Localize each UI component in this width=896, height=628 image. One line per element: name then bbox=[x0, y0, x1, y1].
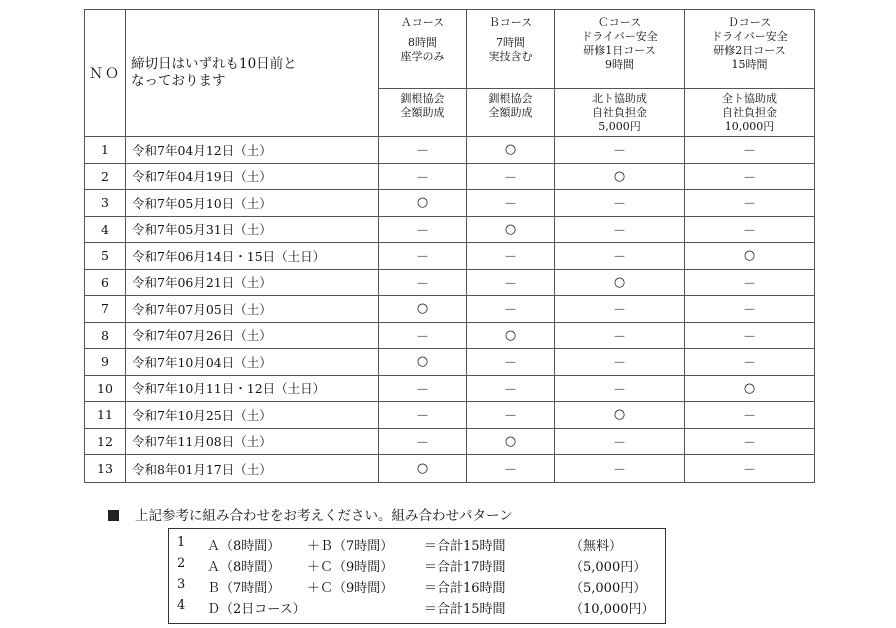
course-c-mark: － bbox=[555, 137, 685, 164]
course-a-mark: － bbox=[379, 137, 467, 164]
course-b-funding bbox=[467, 89, 555, 137]
course-b-header bbox=[467, 10, 555, 89]
course-d-mark: ○ bbox=[685, 243, 815, 270]
course-b-mark: ○ bbox=[467, 137, 555, 164]
course-c-funder: 北ト協助成 bbox=[592, 92, 647, 105]
course-a-name: Ａコース bbox=[400, 16, 445, 29]
pattern-first-course: Ｄ（2日コース） bbox=[207, 602, 306, 617]
course-b-mark: － bbox=[467, 243, 555, 270]
course-c-fee: 5,000円 bbox=[598, 120, 641, 133]
course-c-mark: － bbox=[555, 455, 685, 483]
pattern-number: 4 bbox=[177, 598, 186, 613]
row-number: 11 bbox=[85, 402, 126, 429]
course-d-mark: ○ bbox=[685, 375, 815, 402]
row-number: 3 bbox=[85, 190, 126, 217]
pattern-first-course: Ａ（8時間） bbox=[207, 539, 281, 554]
session-date: 令和8年01月17日（土） bbox=[126, 455, 379, 483]
course-d-mark: － bbox=[685, 163, 815, 190]
row-number: 4 bbox=[85, 216, 126, 243]
course-a-mark: － bbox=[379, 402, 467, 429]
combination-note-text: 上記参考に組み合わせをお考えください。組み合わせパターン bbox=[135, 508, 513, 524]
course-c-header bbox=[555, 10, 685, 89]
row-number: 9 bbox=[85, 349, 126, 376]
course-c-mark: － bbox=[555, 349, 685, 376]
pattern-number: 1 bbox=[177, 535, 186, 550]
course-a-mark: － bbox=[379, 216, 467, 243]
course-d-name: Ｄコース bbox=[727, 16, 772, 29]
pattern-second-course: ＋Ｃ（9時間） bbox=[307, 560, 394, 575]
session-date: 令和7年04月19日（土） bbox=[126, 163, 379, 190]
table-row bbox=[85, 455, 815, 483]
course-b-funder: 釧根協会 bbox=[488, 92, 533, 105]
course-d-mark: － bbox=[685, 296, 815, 323]
pattern-row bbox=[177, 535, 665, 556]
course-a-mark: ○ bbox=[379, 455, 467, 483]
course-c-mark: － bbox=[555, 216, 685, 243]
table-row bbox=[85, 269, 815, 296]
pattern-cost: （無料） bbox=[570, 539, 623, 554]
session-date: 令和7年07月05日（土） bbox=[126, 296, 379, 323]
course-a-funder: 釧根協会 bbox=[400, 92, 445, 105]
pattern-cost: （5,000円） bbox=[570, 581, 647, 596]
course-a-mark: － bbox=[379, 322, 467, 349]
pattern-cost: （5,000円） bbox=[570, 560, 647, 575]
course-d-title: ドライバー安全 bbox=[711, 30, 788, 43]
course-d-coverage: 自社負担金 bbox=[722, 106, 777, 119]
row-number: 1 bbox=[85, 137, 126, 164]
pattern-number: 2 bbox=[177, 556, 186, 571]
course-a-mark: ○ bbox=[379, 296, 467, 323]
square-bullet-icon bbox=[108, 510, 119, 521]
course-d-header bbox=[685, 10, 815, 89]
session-date: 令和7年11月08日（土） bbox=[126, 428, 379, 455]
pattern-total-hours: ＝合計16時間 bbox=[424, 581, 506, 596]
course-b-mark: ○ bbox=[467, 428, 555, 455]
row-number: 10 bbox=[85, 375, 126, 402]
course-d-mark: － bbox=[685, 428, 815, 455]
course-b-mark: － bbox=[467, 402, 555, 429]
course-b-mark: － bbox=[467, 269, 555, 296]
course-c-name: Ｃコース bbox=[597, 16, 642, 29]
course-c-mark: ○ bbox=[555, 402, 685, 429]
session-date: 令和7年10月25日（土） bbox=[126, 402, 379, 429]
session-date: 令和7年06月21日（土） bbox=[126, 269, 379, 296]
course-a-hours: 8時間 bbox=[408, 36, 437, 49]
course-b-name: Ｂコース bbox=[488, 16, 533, 29]
course-a-type: 座学のみ bbox=[400, 50, 445, 63]
course-b-mark: － bbox=[467, 163, 555, 190]
table-row bbox=[85, 349, 815, 376]
course-c-mark: － bbox=[555, 428, 685, 455]
course-b-mark: ○ bbox=[467, 216, 555, 243]
table-row bbox=[85, 322, 815, 349]
course-a-mark: － bbox=[379, 428, 467, 455]
course-b-mark: － bbox=[467, 296, 555, 323]
session-date: 令和7年04月12日（土） bbox=[126, 137, 379, 164]
session-date: 令和7年05月10日（土） bbox=[126, 190, 379, 217]
course-b-hours: 7時間 bbox=[496, 36, 525, 49]
course-b-mark: － bbox=[467, 190, 555, 217]
course-c-title: ドライバー安全 bbox=[581, 30, 658, 43]
table-row bbox=[85, 375, 815, 402]
course-b-mark: － bbox=[467, 349, 555, 376]
combination-note bbox=[108, 504, 513, 524]
pattern-number: 3 bbox=[177, 577, 186, 592]
course-a-mark: ○ bbox=[379, 190, 467, 217]
course-d-subtitle: 研修2日コース bbox=[713, 44, 786, 57]
row-number: 7 bbox=[85, 296, 126, 323]
course-c-mark: － bbox=[555, 296, 685, 323]
course-a-mark: － bbox=[379, 269, 467, 296]
pattern-row bbox=[177, 556, 665, 577]
course-d-fee: 10,000円 bbox=[724, 120, 775, 133]
course-a-mark: － bbox=[379, 375, 467, 402]
course-a-mark: － bbox=[379, 163, 467, 190]
table-row bbox=[85, 243, 815, 270]
course-d-mark: － bbox=[685, 349, 815, 376]
row-number: 13 bbox=[85, 455, 126, 483]
row-number: 8 bbox=[85, 322, 126, 349]
course-d-mark: － bbox=[685, 216, 815, 243]
course-a-header bbox=[379, 10, 467, 89]
table-row bbox=[85, 137, 815, 164]
course-c-mark: ○ bbox=[555, 163, 685, 190]
course-d-mark: － bbox=[685, 269, 815, 296]
course-c-mark: ○ bbox=[555, 269, 685, 296]
pattern-second-course: ＋Ｂ（7時間） bbox=[307, 539, 394, 554]
deadline-note-line2: なっております bbox=[131, 73, 226, 89]
course-c-hours: 9時間 bbox=[605, 58, 634, 71]
pattern-total-hours: ＝合計15時間 bbox=[424, 539, 506, 554]
course-b-mark: － bbox=[467, 375, 555, 402]
session-date: 令和7年07月26日（土） bbox=[126, 322, 379, 349]
course-c-mark: － bbox=[555, 243, 685, 270]
row-number: 6 bbox=[85, 269, 126, 296]
course-d-mark: － bbox=[685, 190, 815, 217]
course-c-funding bbox=[555, 89, 685, 137]
row-number: 2 bbox=[85, 163, 126, 190]
course-a-mark: ○ bbox=[379, 349, 467, 376]
course-b-mark: ○ bbox=[467, 322, 555, 349]
combination-patterns-box bbox=[168, 528, 666, 624]
course-c-subtitle: 研修1日コース bbox=[583, 44, 656, 57]
course-d-mark: － bbox=[685, 137, 815, 164]
table-row bbox=[85, 216, 815, 243]
course-c-mark: － bbox=[555, 190, 685, 217]
course-schedule-table bbox=[84, 9, 815, 483]
table-row bbox=[85, 296, 815, 323]
course-c-mark: － bbox=[555, 375, 685, 402]
pattern-total-hours: ＝合計17時間 bbox=[424, 560, 506, 575]
pattern-second-course: ＋Ｃ（9時間） bbox=[307, 581, 394, 596]
table-row bbox=[85, 428, 815, 455]
no-column-header: ＮＯ bbox=[85, 10, 126, 137]
pattern-cost: （10,000円） bbox=[570, 602, 655, 617]
course-d-mark: － bbox=[685, 402, 815, 429]
table-row bbox=[85, 190, 815, 217]
pattern-total-hours: ＝合計15時間 bbox=[424, 602, 506, 617]
session-date: 令和7年06月14日・15日（土日） bbox=[126, 243, 379, 270]
session-date: 令和7年10月11日・12日（土日） bbox=[126, 375, 379, 402]
pattern-first-course: Ａ（8時間） bbox=[207, 560, 281, 575]
course-d-funder: 全ト協助成 bbox=[722, 92, 777, 105]
schedule-rows bbox=[85, 137, 815, 483]
pattern-row bbox=[177, 598, 665, 619]
table-row bbox=[85, 402, 815, 429]
course-d-hours: 15時間 bbox=[731, 58, 768, 71]
pattern-row bbox=[177, 577, 665, 598]
course-a-mark: － bbox=[379, 243, 467, 270]
course-b-type: 実技含む bbox=[488, 50, 533, 63]
course-c-coverage: 自社負担金 bbox=[592, 106, 647, 119]
course-b-mark: － bbox=[467, 455, 555, 483]
course-c-mark: － bbox=[555, 322, 685, 349]
session-date: 令和7年05月31日（土） bbox=[126, 216, 379, 243]
course-d-mark: － bbox=[685, 455, 815, 483]
course-d-mark: － bbox=[685, 322, 815, 349]
session-date: 令和7年10月04日（土） bbox=[126, 349, 379, 376]
course-a-coverage: 全額助成 bbox=[400, 106, 445, 119]
table-row bbox=[85, 163, 815, 190]
course-b-coverage: 全額助成 bbox=[488, 106, 533, 119]
row-number: 12 bbox=[85, 428, 126, 455]
row-number: 5 bbox=[85, 243, 126, 270]
course-d-funding bbox=[685, 89, 815, 137]
deadline-note-header bbox=[126, 10, 379, 137]
deadline-note-line1: 締切日はいずれも10日前と bbox=[131, 56, 297, 72]
pattern-first-course: Ｂ（7時間） bbox=[207, 581, 281, 596]
course-a-funding bbox=[379, 89, 467, 137]
